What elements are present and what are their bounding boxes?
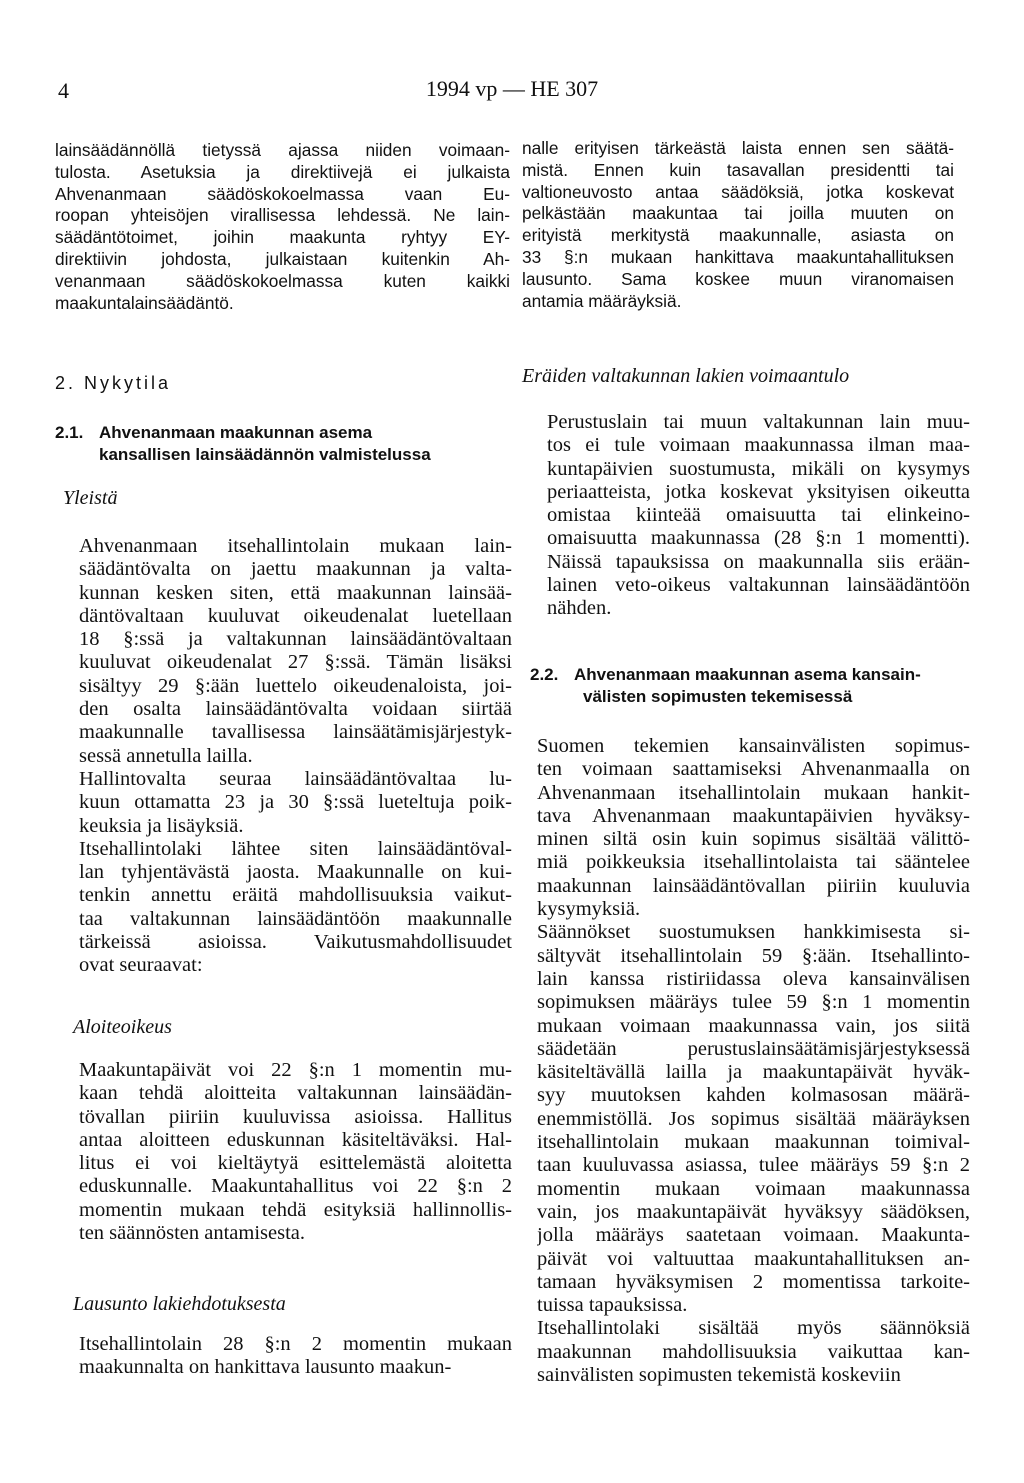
- text-line: antamia määräyksiä.: [522, 290, 682, 311]
- right-intro-paragraph: [522, 138, 954, 312]
- text-line: eduskunnalle. Maakuntahallitus voi 22 §:n 2: [79, 1175, 512, 1198]
- text-line: itsehallintolain mukaan maakunnan toimival-: [537, 1131, 970, 1154]
- text-line: Ahvenanmaan säädöskokoelmassa vaan Eu-: [55, 183, 510, 204]
- text-line: Itsehallintolaki sisältää myös säännöksiä: [537, 1317, 970, 1340]
- subheading-aloiteoikeus: Aloiteoikeus: [73, 1016, 172, 1038]
- text-line: mukaan voimaan maakunnassa vain, jos siitä: [537, 1014, 970, 1037]
- text-line: Ahvenanmaan itsehallintolain mukaan lain-: [79, 535, 512, 557]
- text-line: valtioneuvosto antaa säädöksiä, jotka koskevat: [522, 181, 954, 202]
- text-line: keuksia ja lisäyksiä.: [79, 814, 244, 837]
- left-body-lausunto: [79, 1333, 512, 1380]
- text-line: lain kanssa ristiriidassa oleva kansainvälisen: [537, 967, 970, 990]
- text-line: tuissa tapauksissa.: [537, 1294, 688, 1317]
- text-line: kuun ottamatta 23 ja 30 §:ssä lueteltuja poik-: [79, 791, 512, 814]
- text-line: direktiivin johdosta, julkaistaan kuitenkin Ah-: [55, 248, 510, 269]
- text-line: lainsäädännöllä tietyssä ajassa niiden voimaan-: [55, 140, 510, 160]
- text-line: maakunnalle tavallisessa lainsäätämisjärjestyk-: [79, 721, 512, 744]
- text-line: maakunnan mahdollisuuksia vaikuttaa kan-: [537, 1340, 970, 1363]
- text-line: Itsehallintolain 28 §:n 2 momentin mukaan: [79, 1333, 512, 1355]
- text-line: 18 §:ssä ja valtakunnan lainsäädäntövaltaan: [79, 628, 512, 651]
- left-intro-paragraph: [55, 140, 510, 314]
- left-column: [55, 140, 510, 314]
- text-line: Hallintovalta seuraa lainsäädäntövaltaa lu-: [79, 767, 512, 790]
- section-heading-2: 2. Nykytila: [55, 373, 172, 393]
- section-number: 2.1.: [55, 423, 84, 442]
- text-line: erityistä merkitystä maakunnalle, asiasta on: [522, 225, 954, 246]
- paragraph: [537, 1317, 970, 1387]
- text-line: Perustuslain tai muun valtakunnan lain muu-: [547, 411, 970, 433]
- text-line: tärkeissä asioissa. Vaikutusmahdollisuudet: [79, 931, 512, 954]
- text-line: kuntapäivien suostumusta, mikäli on kysymys: [547, 457, 970, 480]
- text-line: maakunnalta on hankittava lausunto maakun-: [79, 1356, 452, 1379]
- text-line: sältyvät itsehallintolain 59 §:ään. Itsehallinto-: [537, 944, 970, 967]
- text-line: säädäntötoimet, joihin maakunta ryhtyy EY-: [55, 227, 510, 248]
- text-line: periaatteista, jotka koskevat yksityisen oikeutta: [547, 480, 970, 503]
- text-line: syy muutoksen kahden kolmasosan määrä-: [537, 1084, 970, 1107]
- text-line: taa valtakunnan lainsäädäntöön maakunnalle: [79, 907, 512, 930]
- text-line: litus ei voi kieltäytyä esittelemästä aloitetta: [79, 1152, 512, 1175]
- section-title-line: kansallisen lainsäädännön valmistelussa: [99, 445, 431, 464]
- text-line: kysymyksiä.: [537, 898, 641, 921]
- text-line: Ahvenanmaan itsehallintolain mukaan hankit-: [537, 781, 970, 804]
- text-line: Maakuntapäivät voi 22 §:n 1 momentin mu-: [79, 1059, 512, 1081]
- paragraph: [547, 411, 970, 621]
- text-line: tulosta. Asetuksia ja direktiivejä ei julkaista: [55, 161, 510, 182]
- page-number: 4: [58, 78, 69, 103]
- text-line: kaan tehdä aloitteita valtakunnan lainsäädän-: [79, 1082, 512, 1105]
- text-line: roopan yhteisöjen virallisessa lehdessä. Ne lain-: [55, 205, 510, 226]
- section-heading-2-2: [530, 664, 970, 708]
- text-line: enemmistöllä. Jos sopimus sisältää määräyksen: [537, 1107, 970, 1130]
- text-line: ovat seuraavat:: [79, 954, 203, 977]
- text-line: tövallan piiriin kuuluvissa asioissa. Hallitus: [79, 1105, 512, 1128]
- paragraph: [79, 838, 512, 978]
- right-body-sopimukset: [537, 735, 970, 1387]
- text-line: omaisuutta maakunnassa (28 §:n 1 momentti).: [547, 527, 970, 550]
- text-line: maakuntalainsäädäntö.: [55, 292, 234, 313]
- text-line: lainen veto-oikeus valtakunnan lainsäädäntöön: [547, 574, 970, 597]
- paragraph: [79, 1059, 512, 1245]
- right-column: [522, 138, 954, 312]
- text-line: kuuluvat oikeudenalat 27 §:ssä. Tämän lisäksi: [79, 651, 512, 674]
- text-line: minen siltä osin kuin sopimus sisältää välittö-: [537, 828, 970, 851]
- text-line: tamaan hyväksymisen 2 momentissa tarkoite-: [537, 1270, 970, 1293]
- text-line: kunnan kesken siten, että maakunnan lainsää-: [79, 581, 512, 604]
- left-body-aloite: [79, 1059, 512, 1245]
- text-line: päivät voi valtuuttaa maakuntahallituksen an-: [537, 1247, 970, 1270]
- text-line: sopimuksen määräys tulee 59 §:n 1 momentin: [537, 991, 970, 1014]
- subheading-voimaantulo: Eräiden valtakunnan lakien voimaantulo: [522, 365, 850, 387]
- paragraph: [79, 535, 512, 768]
- text-line: Suomen tekemien kansainvälisten sopimus-: [537, 735, 970, 757]
- section-title-line: Ahvenanmaan maakunnan asema kansain-: [574, 665, 921, 684]
- text-line: mistä. Ennen kuin tasavallan presidentti tai: [522, 159, 954, 180]
- text-line: Säännökset suostumuksen hankkimisesta si-: [537, 921, 970, 944]
- text-line: momentin mukaan tehdä esityksiä hallinnollis-: [79, 1198, 512, 1221]
- text-line: jolla määräys saatetaan voimaan. Maakunta-: [537, 1224, 970, 1247]
- section-title-line: välisten sopimusten tekemisessä: [583, 687, 853, 706]
- text-line: lan tyhjentävästä jaosta. Maakunnalle on kui-: [79, 861, 512, 884]
- text-line: sisältyy 29 §:ään luettelo oikeudenaloista, joi-: [79, 674, 512, 697]
- text-line: antaa aloitteen eduskunnan käsiteltäväksi. Hal-: [79, 1128, 512, 1151]
- text-line: däntövaltaan kuuluvat oikeudenalat luetellaan: [79, 604, 512, 627]
- text-line: taan kuuluvassa asiassa, tulee määräys 59 §:n 2: [537, 1154, 970, 1177]
- subheading-yleista: Yleistä: [63, 487, 118, 509]
- text-line: miä poikkeuksia itsehallintolaista tai sääntelee: [537, 851, 970, 874]
- text-line: nalle erityisen tärkeästä laista ennen sen säätä-: [522, 138, 954, 158]
- text-line: den osalta lainsäädäntövalta voidaan siirtää: [79, 698, 512, 721]
- text-line: käsiteltävällä lailla ja maakuntapäivät hyväk-: [537, 1061, 970, 1084]
- text-line: vain, jos maakuntapäivät hyväksyy säädöksen,: [537, 1200, 970, 1223]
- left-body: [79, 535, 512, 978]
- text-line: tenkin annettu eräitä mahdollisuuksia vaikut-: [79, 884, 512, 907]
- text-line: maakunnan lainsäädäntövallan piiriin kuuluvia: [537, 874, 970, 897]
- paragraph: [79, 768, 512, 838]
- text-line: Näissä tapauksissa on maakunnalla siis erään-: [547, 550, 970, 573]
- text-line: ten voimaan saattamiseksi Ahvenanmaalla on: [537, 758, 970, 781]
- text-line: venanmaan säädöskokoelmassa kuten kaikki: [55, 270, 510, 291]
- section-number: 2.2.: [530, 665, 559, 684]
- section-heading-2-1: [55, 422, 515, 466]
- text-line: nähden.: [547, 597, 612, 620]
- text-line: Itsehallintolaki lähtee siten lainsäädäntöval-: [79, 837, 512, 860]
- section-title-line: Ahvenanmaan maakunnan asema: [99, 423, 373, 442]
- text-line: 33 §:n mukaan hankittava maakuntahallituksen: [522, 246, 954, 267]
- paragraph: [537, 735, 970, 921]
- text-line: sessä annetulla lailla.: [79, 744, 253, 767]
- text-line: säädäntövalta on jaettu maakunnan ja valta-: [79, 558, 512, 581]
- running-head: 1994 vp — HE 307: [425, 76, 599, 101]
- text-line: tava Ahvenanmaan maakuntapäivien hyväksy-: [537, 804, 970, 827]
- text-line: momentin mukaan voimaan maakunnassa: [537, 1177, 970, 1200]
- text-line: ten säännösten antamisesta.: [79, 1222, 306, 1245]
- text-line: tos ei tule voimaan maakunnassa ilman maa-: [547, 434, 970, 457]
- right-body-voimaantulo: [547, 411, 970, 621]
- text-line: lausunto. Sama koskee muun viranomaisen: [522, 268, 954, 289]
- subheading-lausunto: Lausunto lakiehdotuksesta: [73, 1293, 286, 1315]
- text-line: pelkästään maakuntaa tai joilla muuten on: [522, 203, 954, 224]
- text-line: sainvälisten sopimusten tekemistä koskeviin: [537, 1364, 901, 1387]
- text-line: säädetään perustuslainsäätämisjärjestyksessä: [537, 1037, 970, 1060]
- paragraph: [79, 1333, 512, 1380]
- paragraph: [537, 921, 970, 1317]
- text-line: omistaa kiinteää omaisuutta tai elinkeino-: [547, 504, 970, 527]
